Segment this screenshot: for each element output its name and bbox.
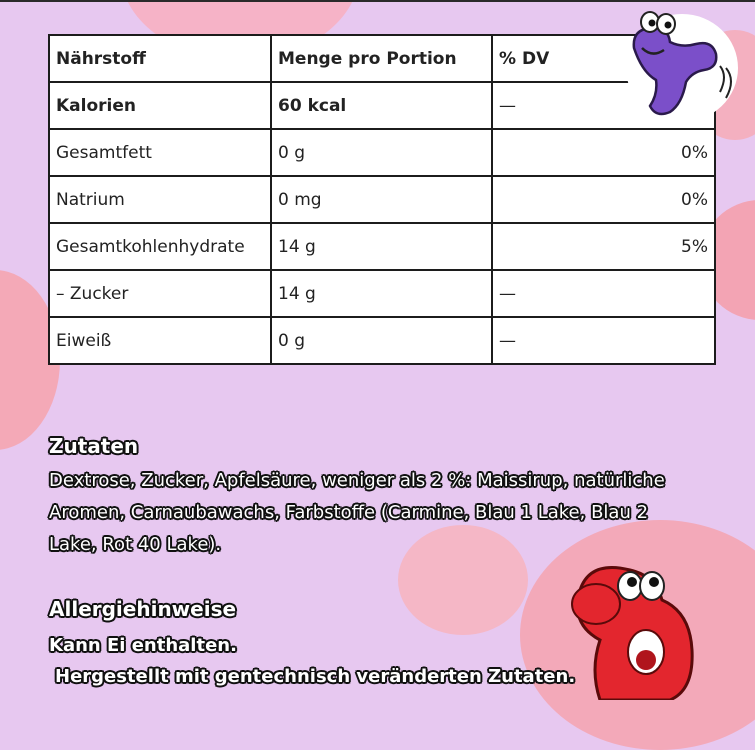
cell-nutrient: Kalorien: [49, 82, 271, 129]
purple-gummy-mascot-icon: [612, 8, 742, 128]
cell-nutrient: – Zucker: [49, 270, 271, 317]
header-nutrient: Nährstoff: [49, 35, 271, 82]
allergy-heading: Allergiehinweise: [49, 597, 237, 621]
decor-blob: [398, 525, 528, 635]
cell-amount: 0 g: [271, 317, 492, 364]
cell-dv: 0%: [492, 176, 715, 223]
cell-amount: 14 g: [271, 270, 492, 317]
table-row: [49, 270, 715, 317]
cell-nutrient: Gesamtfett: [49, 129, 271, 176]
cell-dv: 5%: [492, 223, 715, 270]
ingredients-line: Dextrose, Zucker, Apfelsäure, weniger als 2 %: Maissirup, natürliche: [49, 470, 665, 491]
header-amount: Menge pro Portion: [271, 35, 492, 82]
cell-dv: —: [492, 317, 715, 364]
header-dv: % DV: [492, 35, 715, 82]
cell-amount: 14 g: [271, 223, 492, 270]
allergy-line: Hergestellt mit gentechnisch veränderten Zutaten.: [55, 666, 576, 687]
cell-amount: 0 g: [271, 129, 492, 176]
cell-dv: —: [492, 82, 715, 129]
table-row: [49, 176, 715, 223]
allergy-line: Kann Ei enthalten.: [49, 635, 237, 656]
table-row: [49, 317, 715, 364]
red-gummy-mascot-icon: [560, 560, 750, 700]
cell-amount: 60 kcal: [271, 82, 492, 129]
cell-amount: 0 mg: [271, 176, 492, 223]
top-border: [0, 0, 755, 2]
ingredients-line: Lake, Rot 40 Lake).: [49, 534, 222, 555]
cell-dv: 0%: [492, 129, 715, 176]
cell-nutrient: Gesamtkohlenhydrate: [49, 223, 271, 270]
table-row: [49, 129, 715, 176]
ingredients-line: Aromen, Carnaubawachs, Farbstoffe (Carmine, Blau 1 Lake, Blau 2: [49, 502, 649, 523]
cell-nutrient: Eiweiß: [49, 317, 271, 364]
cell-nutrient: Natrium: [49, 176, 271, 223]
table-row: [49, 223, 715, 270]
cell-dv: —: [492, 270, 715, 317]
ingredients-heading: Zutaten: [49, 434, 139, 458]
